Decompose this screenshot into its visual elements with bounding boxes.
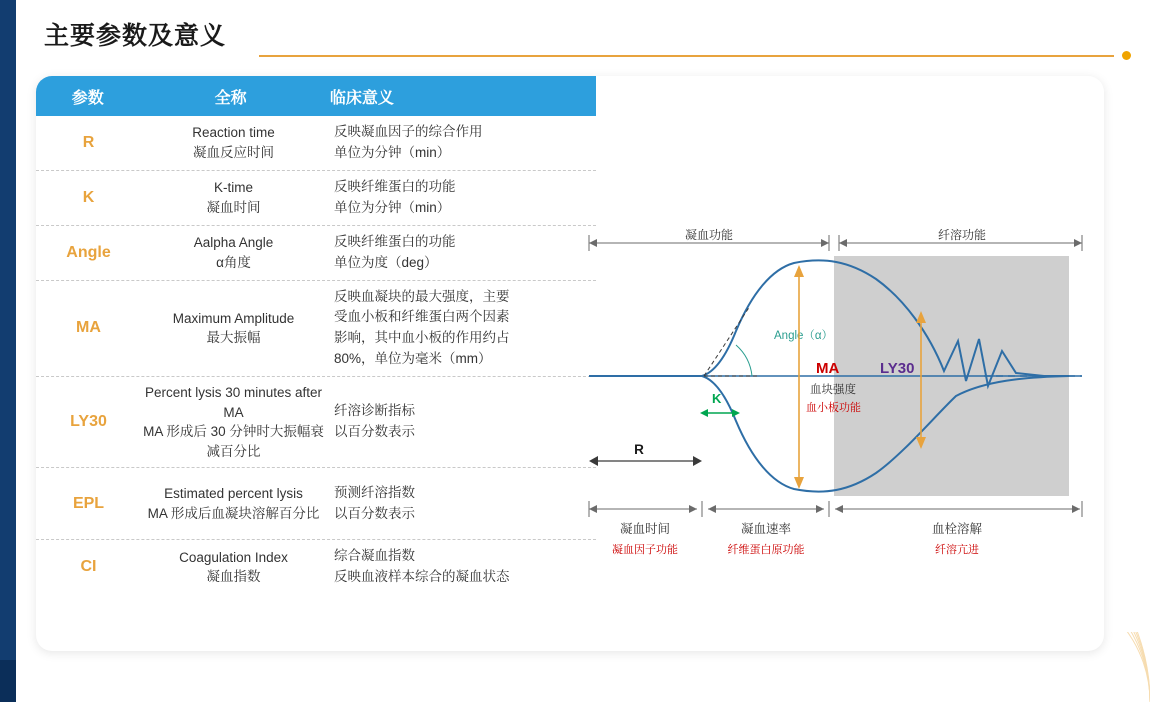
cell-meaning <box>326 395 596 449</box>
cell-fullname <box>141 377 326 467</box>
fullname-en: Reaction time <box>192 125 275 141</box>
cell-fullname <box>141 542 326 593</box>
title-divider-line <box>259 55 1114 57</box>
column-header-param: 参数 <box>71 89 104 107</box>
fullname-cn: α角度 <box>216 254 251 270</box>
bottom-label-clot-time: 凝血时间 <box>619 522 671 536</box>
cell-meaning <box>326 540 596 594</box>
fullname-cn: 凝血反应时间 <box>193 144 274 160</box>
ma-sublabel-strength: 血块强度 <box>810 384 856 396</box>
meaning-line: 预测纤溶指数 <box>334 485 415 501</box>
ma-label: MA <box>816 360 840 377</box>
cell-meaning <box>326 477 596 531</box>
meaning-line: 反映血液样本综合的凝血状态 <box>334 569 510 585</box>
k-label: K <box>712 391 722 406</box>
left-navy-bar-accent <box>0 0 16 660</box>
title-row <box>44 16 1104 60</box>
bottom-sublabel-hyperfibrinolysis: 纤溶亢进 <box>935 544 979 556</box>
cell-fullname <box>141 227 326 278</box>
fullname-cn: 凝血时间 <box>206 199 261 215</box>
cell-fullname <box>141 172 326 223</box>
meaning-line: 综合凝血指数 <box>334 548 415 564</box>
parameter-table <box>36 76 596 594</box>
angle-tangent-dashed <box>704 306 750 376</box>
cell-fullname <box>141 478 326 529</box>
cell-param: MA <box>76 319 101 337</box>
fullname-cn: MA 形成后血凝块溶解百分比 <box>147 505 320 521</box>
fullname-en: Percent lysis 30 minutes after MA <box>144 385 323 420</box>
table-row <box>36 281 596 378</box>
cell-param: K <box>82 188 95 206</box>
title-end-dot <box>1122 51 1131 60</box>
fullname-en: K-time <box>213 180 253 196</box>
ma-sublabel-platelet: 血小板功能 <box>806 402 861 414</box>
meaning-line: 80%，单位为毫米（mm） <box>334 351 492 367</box>
ly30-label: LY30 <box>880 360 915 377</box>
cell-meaning <box>326 226 596 280</box>
bottom-label-thrombolysis: 血栓溶解 <box>931 522 983 536</box>
meaning-line: 反映血凝块的最大强度，主要 <box>334 288 510 304</box>
table-row <box>36 226 596 281</box>
meaning-line: 反映凝血因子的综合作用 <box>334 124 483 139</box>
bottom-dimension-lines <box>589 501 1082 517</box>
page-title: 主要参数及意义 <box>44 22 227 50</box>
table-header-row <box>36 76 596 116</box>
meaning-line: 反映纤维蛋白的功能 <box>334 233 456 249</box>
table-row <box>36 171 596 226</box>
fullname-en: Maximum Amplitude <box>172 310 295 326</box>
cell-meaning <box>326 281 596 377</box>
top-label-coagulation: 凝血功能 <box>684 228 734 242</box>
fullname-cn: MA 形成后 30 分钟时大振幅衰减百分比 <box>143 424 324 459</box>
meaning-line: 单位为分钟（min） <box>334 199 451 215</box>
cell-fullname <box>141 303 326 354</box>
cell-param: LY30 <box>70 413 107 431</box>
fullname-en: Estimated percent lysis <box>164 486 303 502</box>
meaning-line: 反映纤维蛋白的功能 <box>334 178 456 194</box>
cell-param: EPL <box>72 494 105 512</box>
k-arrow <box>700 409 740 417</box>
bottom-label-clot-rate: 凝血速率 <box>740 522 792 536</box>
angle-label: Angle（α） <box>774 330 834 342</box>
ma-arrow <box>794 265 804 489</box>
fullname-cn: 凝血指数 <box>206 569 261 585</box>
cell-param: R <box>82 133 95 151</box>
top-label-fibrinolysis: 纤溶功能 <box>937 228 987 242</box>
meaning-line: 影响，其中血小板的作用约占 <box>334 330 510 346</box>
cell-meaning <box>326 116 596 170</box>
cell-param: Angle <box>66 243 111 261</box>
table-row <box>36 116 596 171</box>
angle-arc <box>736 345 752 376</box>
teg-curve-diagram <box>584 221 1094 591</box>
left-navy-bar <box>0 0 16 702</box>
table-row <box>36 540 596 594</box>
meaning-line: 单位为度（deg） <box>334 254 438 270</box>
r-arrow <box>589 456 702 466</box>
cell-param: CI <box>80 558 97 576</box>
meaning-line: 纤溶诊断指标 <box>334 403 415 419</box>
cell-fullname <box>141 117 326 168</box>
bottom-sublabel-clot-factor: 凝血因子功能 <box>612 544 678 556</box>
fullname-en: Coagulation Index <box>179 549 288 565</box>
column-header-fullname: 全称 <box>214 89 247 107</box>
meaning-line: 以百分数表示 <box>334 505 415 521</box>
table-row <box>36 377 596 468</box>
meaning-line: 受血小板和纤维蛋白两个因素 <box>334 309 510 325</box>
cell-meaning <box>326 171 596 225</box>
table-row <box>36 468 596 540</box>
content-card <box>36 76 1104 651</box>
column-header-meaning: 临床意义 <box>329 89 394 107</box>
fullname-en: Aalpha Angle <box>193 235 274 251</box>
fullname-cn: 最大振幅 <box>206 330 261 346</box>
r-label: R <box>634 442 644 457</box>
meaning-line: 以百分数表示 <box>334 424 415 440</box>
meaning-line: 单位为分钟（min） <box>334 144 451 160</box>
bottom-sublabel-fibrinogen: 纤维蛋白原功能 <box>727 544 805 556</box>
